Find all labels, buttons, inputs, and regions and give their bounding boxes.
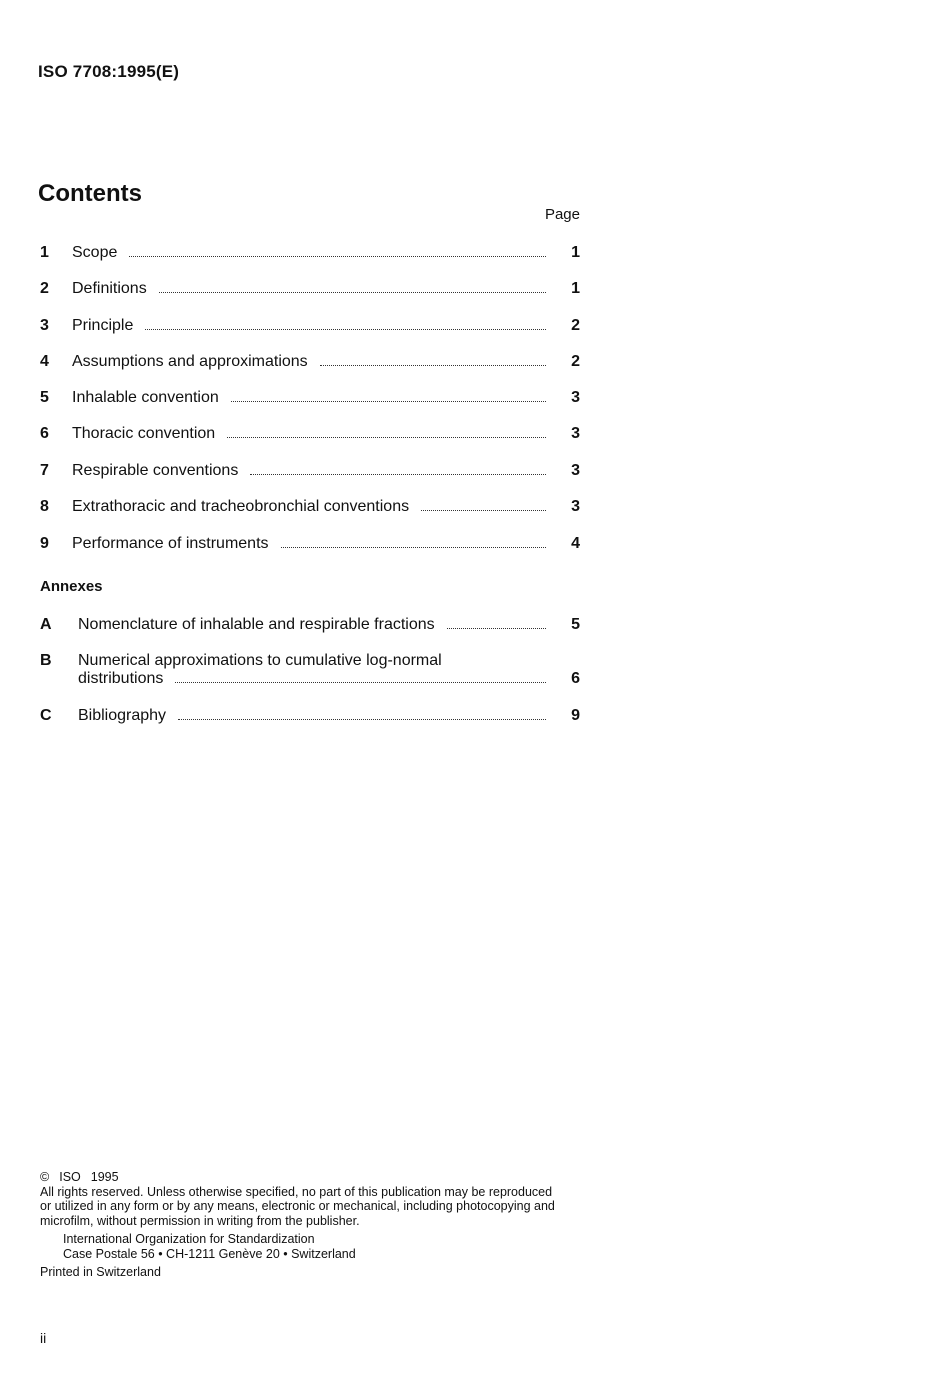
annex-letter: C	[40, 707, 52, 724]
copyright-org: ISO	[59, 1170, 81, 1184]
toc-entry-number: 4	[40, 353, 49, 370]
toc-entry-number: 5	[40, 389, 49, 406]
publisher-address: Case Postale 56 • CH-1211 Genève 20 • Switzerland	[63, 1246, 356, 1261]
toc-entry-title: Principle	[72, 317, 134, 334]
toc-entry-number: 1	[40, 244, 49, 261]
annex-letter: B	[40, 652, 52, 669]
toc-entry-page: 3	[571, 425, 580, 442]
rights-text-line: or utilized in any form or by any means, electronic or mechanical, including photocopying and	[40, 1199, 555, 1213]
annexes-heading: Annexes	[40, 578, 103, 595]
toc-entry-number: 9	[40, 535, 49, 552]
toc-entry[interactable]	[40, 458, 580, 480]
dot-leader	[231, 400, 546, 402]
copyright-year: 1995	[90, 1170, 119, 1184]
toc-entry-page: 4	[571, 535, 580, 552]
toc-entry-page: 3	[571, 462, 580, 479]
toc-entry-title: Extrathoracic and tracheobronchial conventions	[72, 498, 410, 515]
dot-leader	[320, 364, 546, 366]
toc-entry[interactable]	[40, 531, 580, 553]
toc-entry-number: 6	[40, 425, 49, 442]
toc-entry-title: Scope	[72, 244, 118, 261]
toc-entry-number: 3	[40, 317, 49, 334]
toc-entry-title: Assumptions and approximations	[72, 353, 308, 370]
annex-title: Nomenclature of inhalable and respirable fractions	[78, 616, 435, 633]
toc-entry[interactable]	[40, 494, 580, 516]
dot-leader	[250, 473, 546, 475]
toc-entry-page: 2	[571, 317, 580, 334]
dot-leader	[175, 681, 546, 683]
toc-entry-page: 1	[571, 280, 580, 297]
rights-text-line: microfilm, without permission in writing from the publisher.	[40, 1213, 360, 1228]
annex-entry-line2[interactable]	[40, 666, 580, 688]
page-column-label: Page	[544, 206, 580, 223]
dot-leader	[421, 509, 546, 511]
toc-entry-number: 8	[40, 498, 49, 515]
dot-leader	[227, 436, 546, 438]
rights-text-line: All rights reserved. Unless otherwise specified, no part of this publication may be reproduced	[40, 1184, 553, 1199]
toc-entry[interactable]	[40, 349, 580, 371]
toc-entry-title: Respirable conventions	[72, 462, 239, 479]
publisher-block	[40, 1232, 585, 1261]
annex-title: Bibliography	[78, 707, 167, 724]
annex-page: 5	[571, 616, 580, 633]
toc-entry[interactable]	[40, 385, 580, 407]
publisher-name: International Organization for Standardization	[63, 1232, 315, 1246]
dot-leader	[145, 328, 546, 330]
annex-entry[interactable]	[40, 703, 580, 725]
annex-title: Numerical approximations to cumulative log-normal	[78, 652, 442, 669]
dot-leader	[159, 291, 546, 293]
toc-entry-page: 3	[571, 389, 580, 406]
toc-entry-number: 7	[40, 462, 49, 479]
annex-page: 9	[571, 707, 580, 724]
copyright-symbol: ©	[40, 1170, 50, 1184]
toc-entry[interactable]	[40, 240, 580, 262]
printed-in: Printed in Switzerland	[40, 1265, 161, 1279]
toc-entry-title: Definitions	[72, 280, 147, 297]
annex-title-continued: distributions	[78, 670, 164, 687]
toc-entry-page: 3	[571, 498, 580, 515]
toc-entry[interactable]	[40, 313, 580, 335]
annex-page: 6	[571, 670, 580, 687]
dot-leader	[281, 546, 546, 548]
toc-entry-page: 1	[571, 244, 580, 261]
copyright-line	[40, 1170, 585, 1185]
annex-entry[interactable]	[40, 612, 580, 634]
dot-leader	[178, 718, 546, 720]
annex-letter: A	[40, 616, 52, 633]
toc-entry-number: 2	[40, 280, 49, 297]
toc-entry-title: Performance of instruments	[72, 535, 269, 552]
dot-leader	[129, 255, 546, 257]
toc-entry[interactable]	[40, 276, 580, 298]
toc-entry-page: 2	[571, 353, 580, 370]
copyright-footer	[40, 1170, 585, 1280]
toc-entry-title: Inhalable convention	[72, 389, 219, 406]
toc-entry[interactable]	[40, 421, 580, 443]
contents-title: Contents	[38, 180, 142, 207]
dot-leader	[447, 627, 546, 629]
page-number: ii	[40, 1330, 47, 1346]
document-header: ISO 7708:1995(E)	[38, 62, 180, 81]
toc-entry-title: Thoracic convention	[72, 425, 216, 442]
